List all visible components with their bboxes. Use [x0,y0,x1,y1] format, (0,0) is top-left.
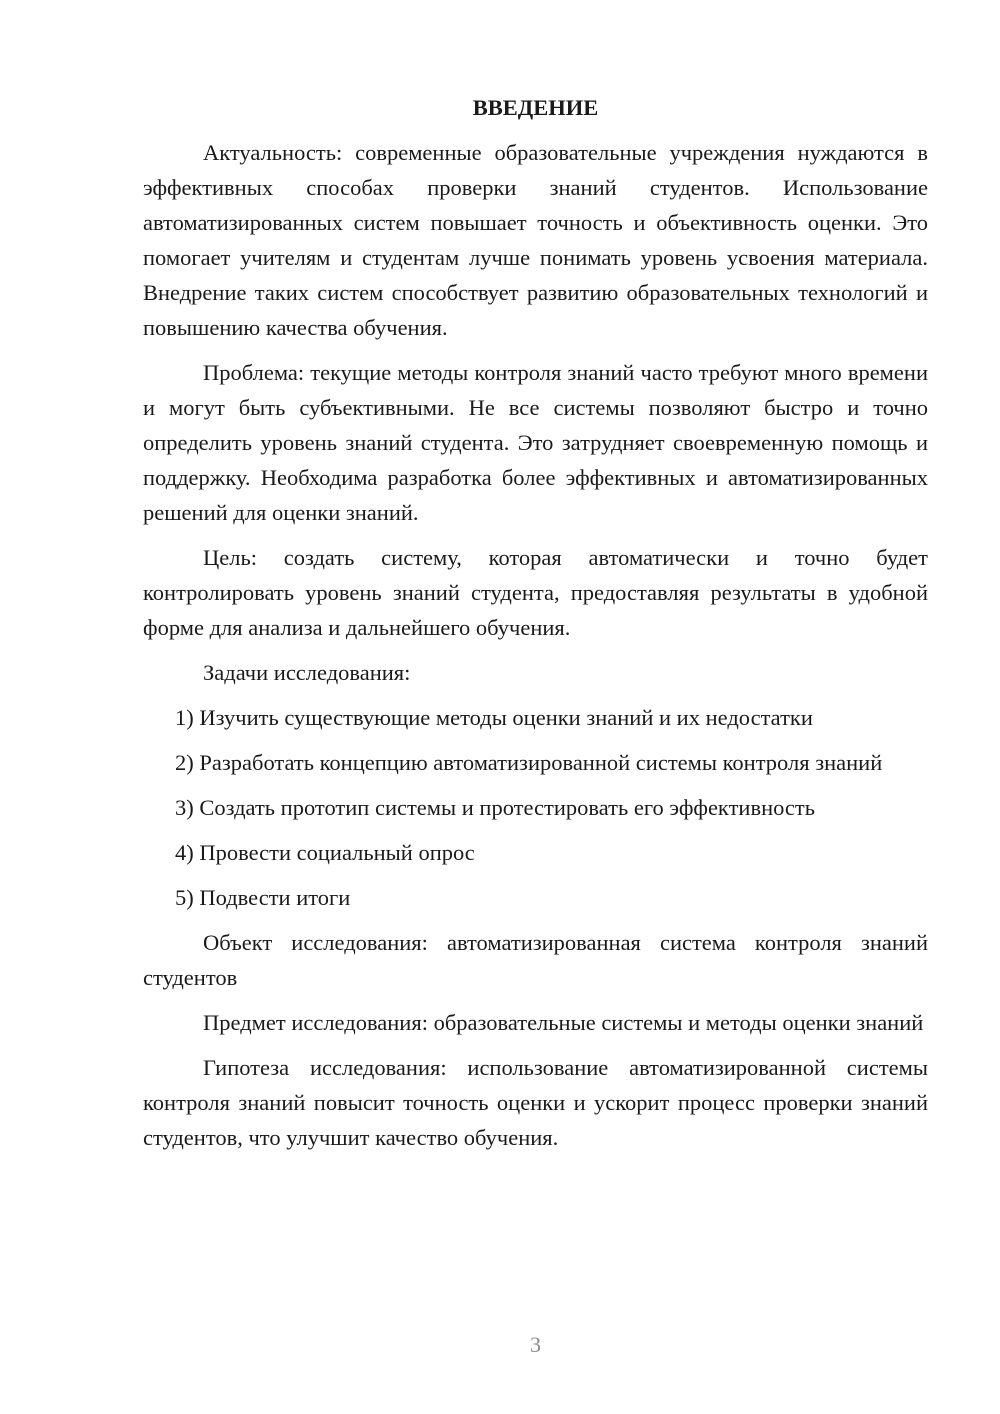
paragraph-object: Объект исследования: автоматизированная система контроля знаний студентов [143,930,928,990]
task-item-5: 5) Подвести итоги [175,885,351,910]
tasks-heading: Задачи исследования: [203,660,411,685]
paragraph-subject: Предмет исследования: образовательные системы и методы оценки знаний [203,1010,924,1035]
paragraph-problem: Проблема: текущие методы контроля знаний часто требуют много времени и могут быть субъективными. Не все системы позволяют быстро и точно определить уровень знаний студента. Это затрудняет своевременную помощь и поддержку. Необходима разработка более эффективных и автоматизированных решений для оценки знаний. [143,360,928,525]
paragraph-goal: Цель: создать систему, которая автоматически и точно будет контролировать уровень знаний студента, предоставляя результаты в удобной форме для анализа и дальнейшего обучения. [143,545,928,640]
task-item-1: 1) Изучить существующие методы оценки знаний и их недостатки [175,705,813,730]
page-number: 3 [530,1332,541,1357]
task-item-4: 4) Провести социальный опрос [175,840,475,865]
page-title: ВВЕДЕНИЕ [472,95,599,120]
task-item-2: 2) Разработать концепцию автоматизированной системы контроля знаний [175,750,883,775]
paragraph-relevance: Актуальность: современные образовательные учреждения нуждаются в эффективных способах проверки знаний студентов. Использование автоматизированных систем повышает точность и объективность оценки. Это помогает учителям и студентам лучше понимать уровень усвоения материала. Внедрение таких систем способствует развитию образовательных технологий и повышению качества обучения. [143,140,928,340]
page-content [143,90,928,1165]
task-item-3: 3) Создать прототип системы и протестировать его эффективность [175,795,815,820]
paragraph-hypothesis: Гипотеза исследования: использование автоматизированной системы контроля знаний повысит точность оценки и ускорит процесс проверки знаний студентов, что улучшит качество обучения. [143,1055,928,1150]
